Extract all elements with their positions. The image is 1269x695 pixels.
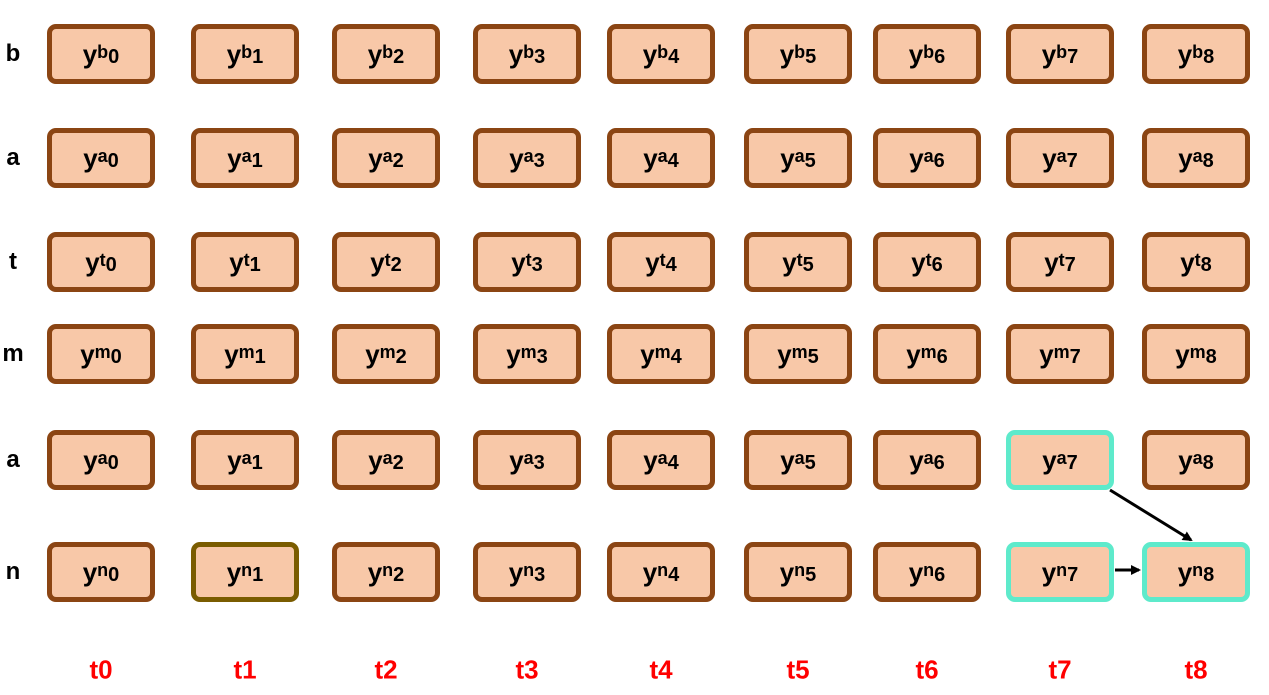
cell-base: y: [1178, 445, 1193, 475]
cell-base: y: [1175, 339, 1190, 369]
cell-r2-t7: y $^t$ $_7$: [1006, 232, 1114, 292]
cell-r2-t2: y $^t$ $_2$: [332, 232, 440, 292]
cell-r3-t0: y $^m$ $_0$: [47, 324, 155, 384]
cell-base: y: [642, 39, 658, 69]
cell-r4-t4: y $^a$ $_4$: [607, 430, 715, 490]
cell-r1-t5: y $^a$ $_5$: [744, 128, 852, 188]
row-label-1: a: [6, 144, 20, 171]
cell-r4-t0: y $^a$ $_0$: [47, 430, 155, 490]
cell-r2-t4: y $^t$ $_4$: [607, 232, 715, 292]
cell-base: y: [1041, 39, 1057, 69]
cell-base: y: [511, 247, 526, 277]
cell-r0-t4: y $^b$ $_4$: [607, 24, 715, 84]
cell-base: y: [1041, 557, 1057, 587]
cell-base: y: [909, 143, 924, 173]
cell-r5-t4: y $^n$ $_4$: [607, 542, 715, 602]
cell-base: y: [908, 557, 924, 587]
cell-r5-t0: y $^n$ $_0$: [47, 542, 155, 602]
cell-r0-t5: y $^b$ $_5$: [744, 24, 852, 84]
cell-r3-t5: y $^m$ $_5$: [744, 324, 852, 384]
cell-base: y: [1177, 557, 1193, 587]
cell-base: y: [643, 143, 658, 173]
cell-r5-t3: y $^n$ $_3$: [473, 542, 581, 602]
cell-base: y: [82, 39, 98, 69]
cell-base: y: [782, 247, 797, 277]
cell-base: y: [80, 339, 95, 369]
cell-r1-t0: y $^a$ $_0$: [47, 128, 155, 188]
cell-base: y: [911, 247, 926, 277]
cell-base: y: [909, 445, 924, 475]
cell-r2-t6: y $^t$ $_6$: [873, 232, 981, 292]
row-label-2: t: [9, 248, 17, 275]
cell-r5-t5: y $^n$ $_5$: [744, 542, 852, 602]
cell-base: y: [779, 39, 795, 69]
row-label-5: n: [5, 558, 21, 585]
cell-r1-t7: y $^a$ $_7$: [1006, 128, 1114, 188]
cell-r1-t1: y $^a$ $_1$: [191, 128, 299, 188]
cell-r0-t0: y $^b$ $_0$: [47, 24, 155, 84]
cell-base: y: [370, 247, 385, 277]
cell-base: y: [85, 247, 100, 277]
cell-base: y: [365, 339, 380, 369]
cell-r3-t3: y $^m$ $_3$: [473, 324, 581, 384]
cell-r5-t2: y $^n$ $_2$: [332, 542, 440, 602]
cell-r3-t6: y $^m$ $_6$: [873, 324, 981, 384]
cell-base: y: [506, 339, 521, 369]
cell-base: y: [367, 557, 383, 587]
cell-r5-t8: y $^n$ $_8$: [1142, 542, 1250, 602]
cell-base: y: [226, 557, 242, 587]
cell-r4-t2: y $^a$ $_2$: [332, 430, 440, 490]
cell-base: y: [1180, 247, 1195, 277]
cell-base: y: [1039, 339, 1054, 369]
cell-r1-t4: y $^a$ $_4$: [607, 128, 715, 188]
cell-r2-t3: y $^t$ $_3$: [473, 232, 581, 292]
time-label-t7: t7: [1048, 654, 1072, 685]
cell-base: y: [643, 445, 658, 475]
cell-base: y: [906, 339, 921, 369]
transition-arrow-0: [1110, 490, 1191, 540]
cell-r3-t7: y $^m$ $_7$: [1006, 324, 1114, 384]
cell-base: y: [82, 557, 98, 587]
cell-base: y: [1042, 143, 1057, 173]
cell-r0-t8: y $^b$ $_8$: [1142, 24, 1250, 84]
cell-r2-t1: y $^t$ $_1$: [191, 232, 299, 292]
time-label-t3: t3: [515, 654, 539, 685]
cell-r4-t3: y $^a$ $_3$: [473, 430, 581, 490]
cell-r2-t5: y $^t$ $_5$: [744, 232, 852, 292]
cell-base: y: [368, 445, 383, 475]
cell-base: y: [908, 39, 924, 69]
cell-r5-t7: y $^n$ $_7$: [1006, 542, 1114, 602]
time-label-t4: t4: [649, 654, 673, 685]
row-label-0: b: [5, 40, 21, 67]
cell-base: y: [779, 557, 795, 587]
cell-base: y: [508, 557, 524, 587]
cell-base: y: [83, 445, 98, 475]
cell-r1-t3: y $^a$ $_3$: [473, 128, 581, 188]
cell-r0-t2: y $^b$ $_2$: [332, 24, 440, 84]
cell-r4-t8: y $^a$ $_8$: [1142, 430, 1250, 490]
cell-base: y: [1042, 445, 1057, 475]
row-label-3: m: [2, 340, 24, 367]
cell-base: y: [645, 247, 660, 277]
time-label-t6: t6: [915, 654, 939, 685]
cell-r0-t6: y $^b$ $_6$: [873, 24, 981, 84]
cell-r0-t1: y $^b$ $_1$: [191, 24, 299, 84]
cell-r2-t8: y $^t$ $_8$: [1142, 232, 1250, 292]
cell-r1-t6: y $^a$ $_6$: [873, 128, 981, 188]
cell-base: y: [367, 39, 383, 69]
cell-base: y: [226, 39, 242, 69]
cell-base: y: [229, 247, 244, 277]
row-label-4: a: [6, 446, 20, 473]
cell-base: y: [1044, 247, 1059, 277]
time-label-t1: t1: [233, 654, 257, 685]
time-label-t8: t8: [1184, 654, 1208, 685]
cell-base: y: [640, 339, 655, 369]
cell-base: y: [508, 39, 524, 69]
cell-base: y: [224, 339, 239, 369]
cell-r4-t1: y $^a$ $_1$: [191, 430, 299, 490]
cell-r3-t4: y $^m$ $_4$: [607, 324, 715, 384]
cell-r0-t7: y $^b$ $_7$: [1006, 24, 1114, 84]
cell-base: y: [1178, 143, 1193, 173]
cell-base: y: [227, 143, 242, 173]
cell-r5-t6: y $^n$ $_6$: [873, 542, 981, 602]
cell-r5-t1: y $^n$ $_1$: [191, 542, 299, 602]
cell-r2-t0: y $^t$ $_0$: [47, 232, 155, 292]
time-label-t5: t5: [786, 654, 810, 685]
cell-r4-t7: y $^a$ $_7$: [1006, 430, 1114, 490]
cell-r4-t5: y $^a$ $_5$: [744, 430, 852, 490]
time-label-t2: t2: [374, 654, 398, 685]
cell-r3-t8: y $^m$ $_8$: [1142, 324, 1250, 384]
cell-r4-t6: y $^a$ $_6$: [873, 430, 981, 490]
cell-r3-t1: y $^m$ $_1$: [191, 324, 299, 384]
time-label-t0: t0: [89, 654, 113, 685]
cell-base: y: [509, 445, 524, 475]
cell-base: y: [780, 143, 795, 173]
cell-base: y: [368, 143, 383, 173]
cell-r1-t8: y $^a$ $_8$: [1142, 128, 1250, 188]
cell-base: y: [642, 557, 658, 587]
cell-r3-t2: y $^m$ $_2$: [332, 324, 440, 384]
cell-base: y: [1177, 39, 1193, 69]
cell-base: y: [509, 143, 524, 173]
cell-base: y: [777, 339, 792, 369]
cell-base: y: [83, 143, 98, 173]
cell-r1-t2: y $^a$ $_2$: [332, 128, 440, 188]
cell-base: y: [780, 445, 795, 475]
cell-base: y: [227, 445, 242, 475]
cell-r0-t3: y $^b$ $_3$: [473, 24, 581, 84]
